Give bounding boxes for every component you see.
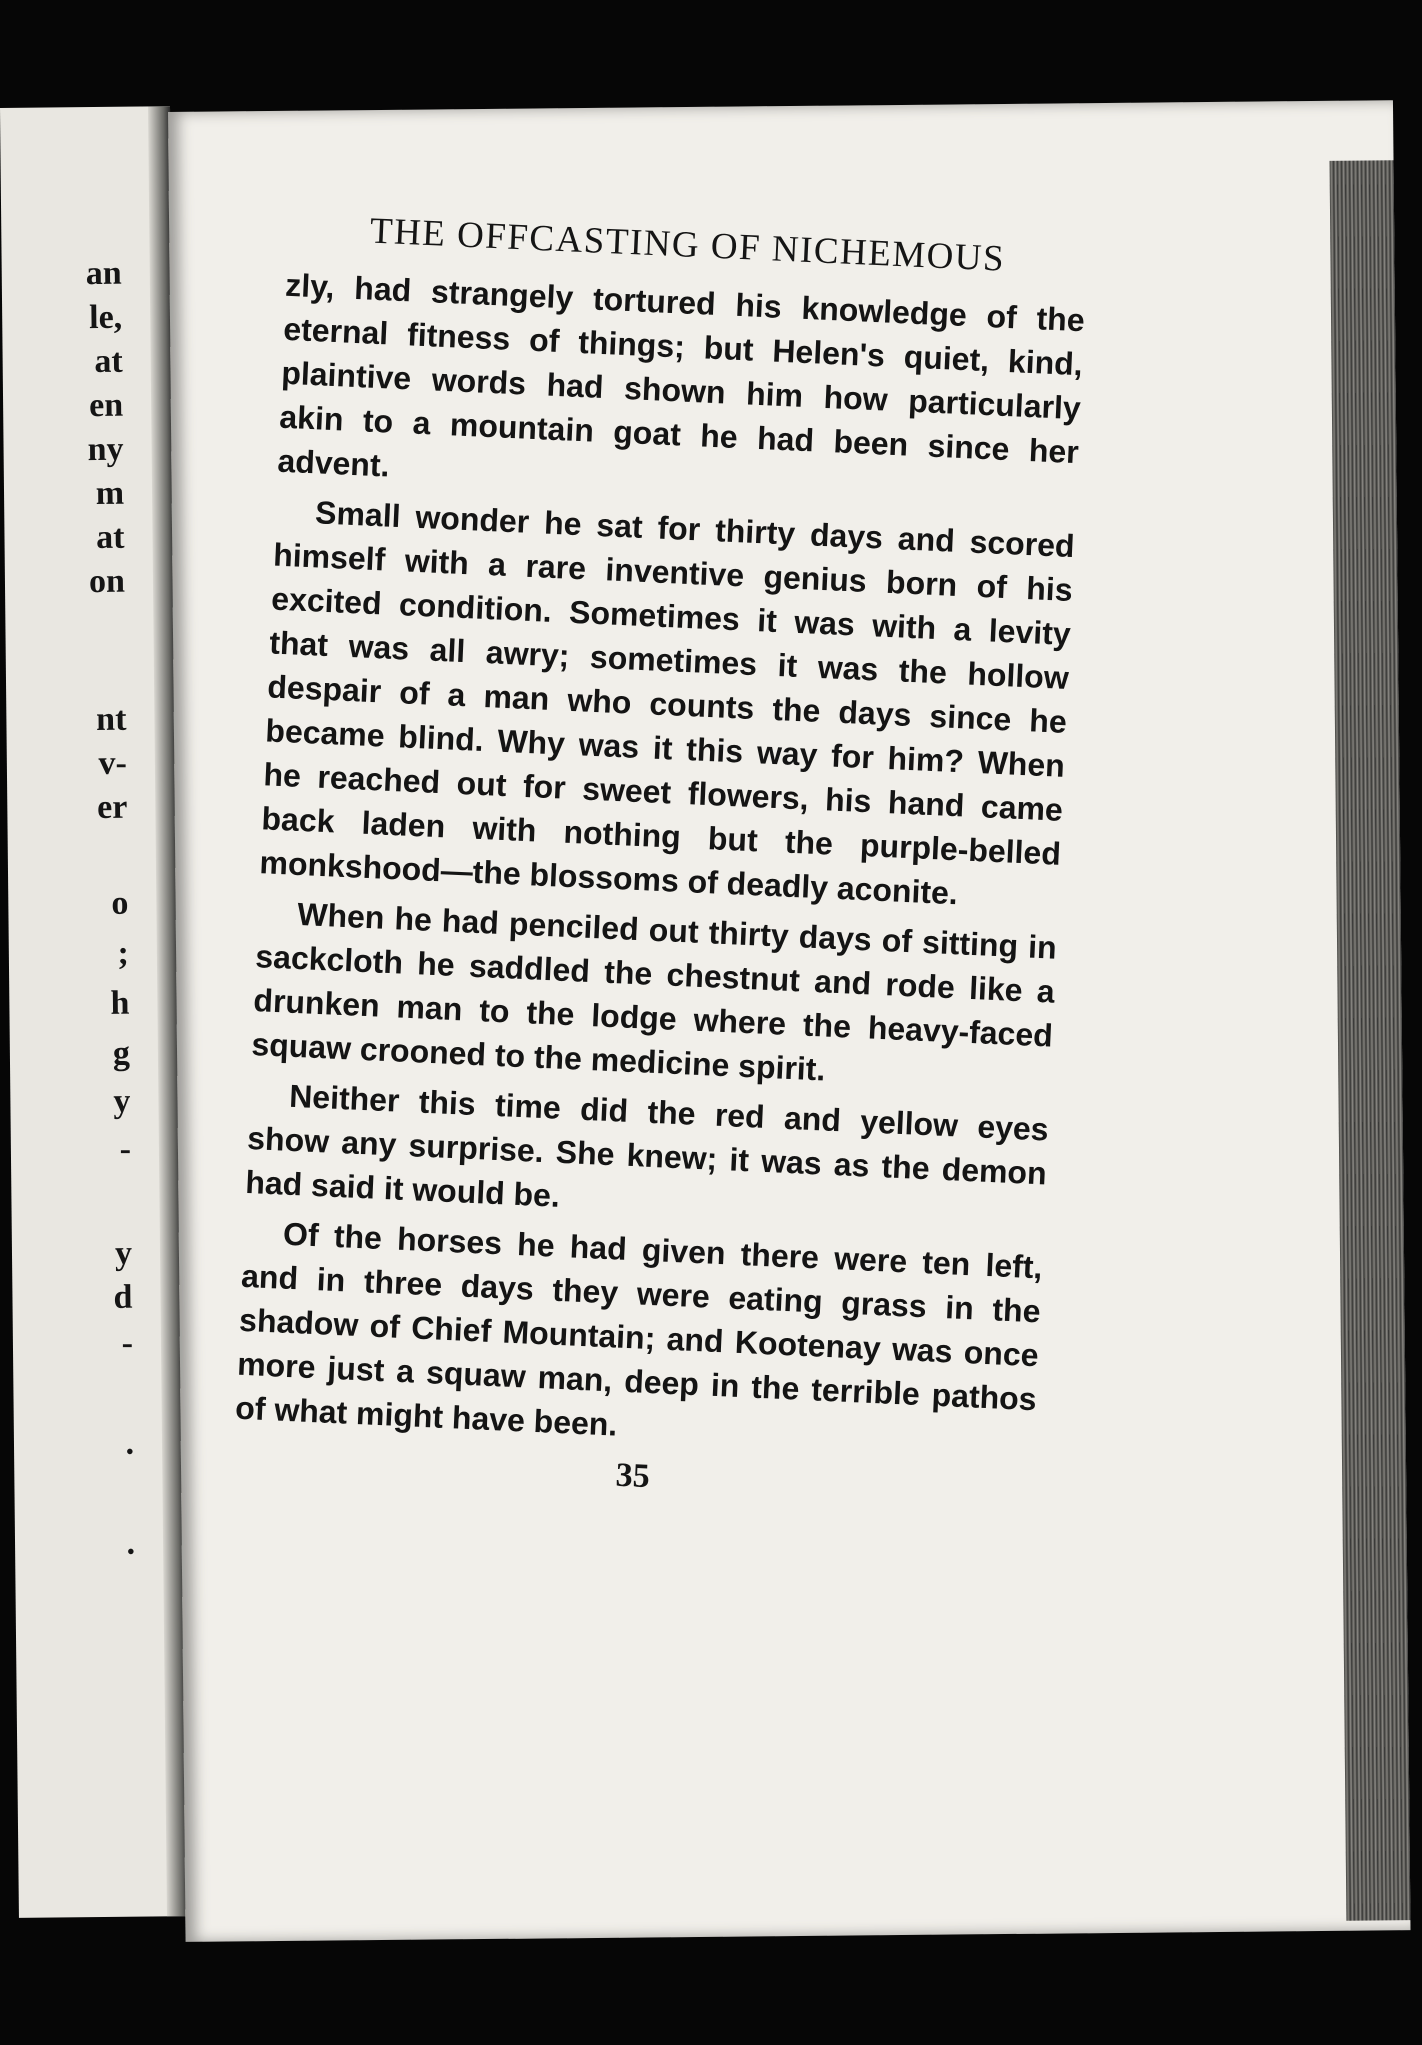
left-text-fragment: en [88,386,124,425]
left-text-fragment: . [125,1424,135,1462]
left-text-fragment: o [111,884,129,922]
left-text-fragment: er [96,788,128,827]
left-text-fragment: nt [95,700,127,739]
paragraph: zly, had strangely tortured his knowledge of the eternal fitness of things; but Helen's quiet, kind, plaintive words had shown him how particularly akin to a mountain goat he had been since her advent. [276,266,1086,484]
left-text-fragment: m [95,474,125,513]
book-page [168,100,1411,1942]
left-text-fragment: le, [88,298,123,337]
left-text-fragment: at [95,518,125,557]
left-text-fragment: y [114,1234,133,1272]
left-text-fragment: - [119,1130,132,1168]
left-facing-page [0,106,189,1918]
paragraph: Neither this time did the red and yellow eyes show any surprise. She knew; it was as the demon had said it would be. [244,1077,1050,1214]
left-text-fragment: ; [117,934,130,972]
left-text-fragment: on [88,562,126,601]
page-stack-edge [1330,160,1411,1921]
page-number: 35 [614,1456,651,1496]
page-text-block [232,206,1088,1513]
left-text-fragment: an [85,254,122,293]
left-text-fragment: . [126,1524,136,1562]
paragraph: When he had penciled out thirty days of sitting in sackcloth he saddled the chestnut and rode like a drunken man to the lodge where the heavy-faced squaw crooned to the medicine spirit. [250,895,1058,1088]
paragraph: Small wonder he sat for thirty days and scored himself with a rare inventive genius born of his excited condition. Sometimes it was with a levity that was all awry; sometimes it was the hollow despair of a man who counts the days since he became blind. Why was it this way for him? When he reached out for sweet flowers, his hand came back laden with nothing but the purple-belled monkshood—the blossoms of deadly aconite. [258,494,1076,912]
left-text-fragment: v- [98,744,128,783]
left-text-fragment: ny [87,430,124,469]
left-text-fragment: - [121,1324,134,1362]
left-text-fragment: at [94,342,123,381]
left-text-fragment: g [112,1034,131,1072]
left-text-fragment: d [113,1278,133,1316]
left-text-fragment: h [110,984,130,1022]
left-text-fragment: y [113,1082,131,1120]
running-head: THE OFFCASTING OF NICHEMOUS [369,210,1006,280]
paragraph: Of the horses he had given there were ten left, and in three days they were eating grass in the shadow of Chief Mountain; and Kootenay was once more just a squaw man, deep in the terrible pathos of what might have been. [234,1215,1044,1443]
